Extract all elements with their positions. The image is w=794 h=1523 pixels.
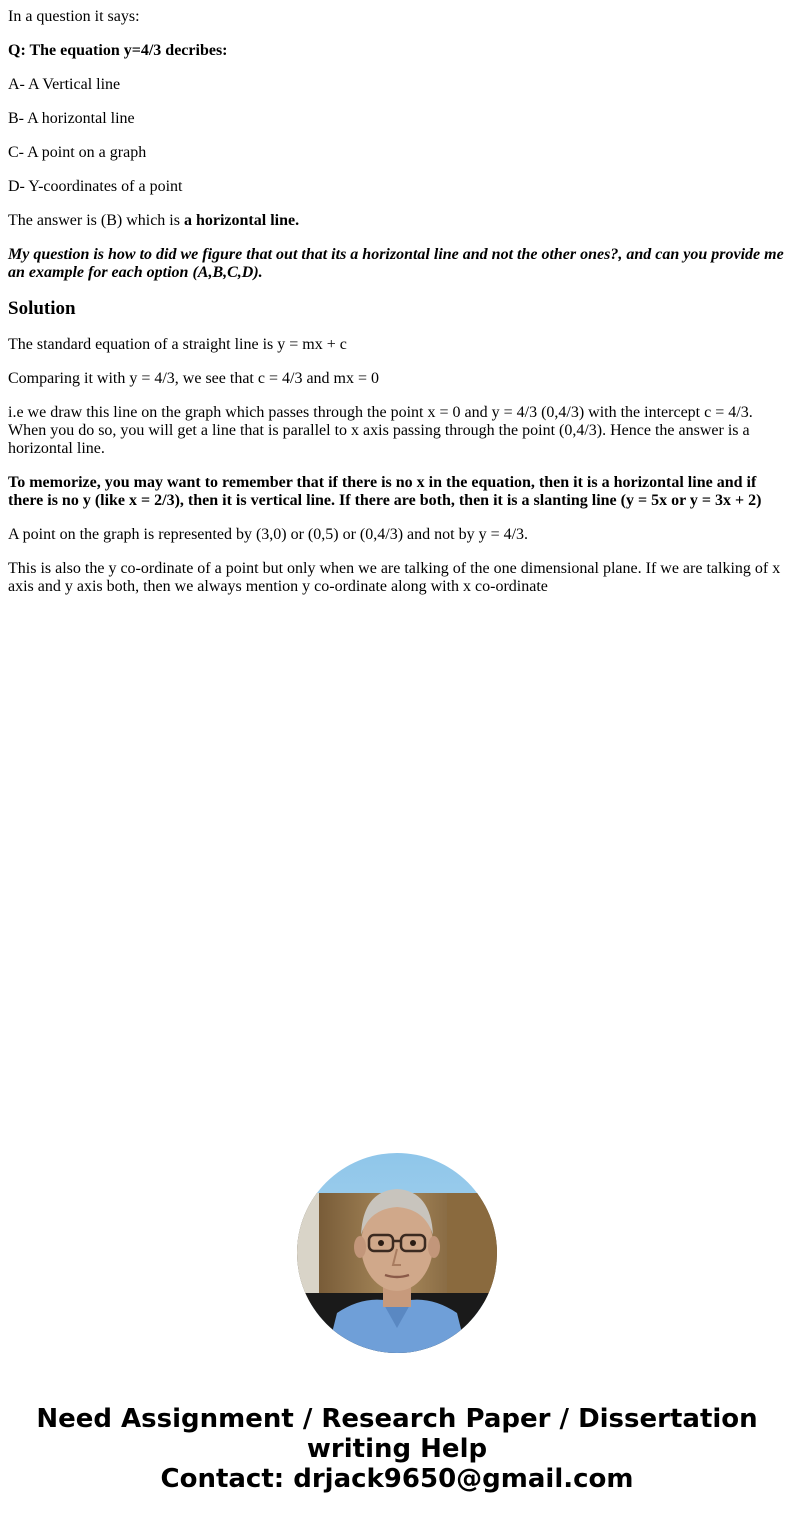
answer-line bbox=[8, 212, 788, 230]
option-b: B- A horizontal line bbox=[8, 110, 135, 127]
coordinate-note: This is also the y co-ordinate of a point but only when we are talking of the one dimensional plane. If we are talking of x axis and y axis both, then we always mention y co-ordinate along with x co-ordinate bbox=[8, 560, 781, 595]
author-avatar bbox=[297, 1153, 497, 1353]
solution-paragraph: Comparing it with y = 4/3, we see that c = 4/3 and mx = 0 bbox=[8, 370, 380, 387]
solution-paragraph: The standard equation of a straight line is y = mx + c bbox=[8, 336, 347, 353]
followup-question: My question is how to did we figure that out that its a horizontal line and not the other ones?, and can you provide me an example for each option (A,B,C,D). bbox=[8, 246, 784, 281]
memorize-tip: To memorize, you may want to remember that if there is no x in the equation, then it is a horizontal line and if there is no y (like x = 2/3), then it is vertical line. If there are both, then it is a slanting line (y = 5x or y = 3x + 2) bbox=[8, 474, 762, 509]
option-a: A- A Vertical line bbox=[8, 76, 121, 93]
question-intro: In a question it says: bbox=[8, 8, 140, 25]
solution-heading: Solution bbox=[8, 298, 76, 319]
question-text: Q: The equation y=4/3 decribes: bbox=[8, 42, 228, 59]
point-note: A point on the graph is represented by (3,0) or (0,5) or (0,4/3) and not by y = 4/3. bbox=[8, 526, 529, 543]
answer-prefix: The answer is (B) which is bbox=[8, 212, 184, 229]
footer-contact-email: Contact: drjack9650@gmail.com bbox=[160, 1464, 634, 1494]
footer-line-2: writing Help bbox=[306, 1434, 488, 1464]
footer-contact bbox=[0, 1404, 794, 1494]
question-content bbox=[8, 8, 788, 612]
option-c: C- A point on a graph bbox=[8, 144, 147, 161]
solution-paragraph: i.e we draw this line on the graph which passes through the point x = 0 and y = 4/3 (0,4/3) with the intercept c = 4/3. When you do so, you will get a line that is parallel to x axis passing through the point (0,4/3). Hence the answer is a horizontal line. bbox=[8, 404, 753, 457]
author-portrait-icon bbox=[297, 1153, 497, 1353]
footer-line-1: Need Assignment / Research Paper / Dissertation bbox=[36, 1404, 758, 1434]
answer-bold: a horizontal line. bbox=[183, 212, 300, 229]
option-d: D- Y-coordinates of a point bbox=[8, 178, 183, 195]
